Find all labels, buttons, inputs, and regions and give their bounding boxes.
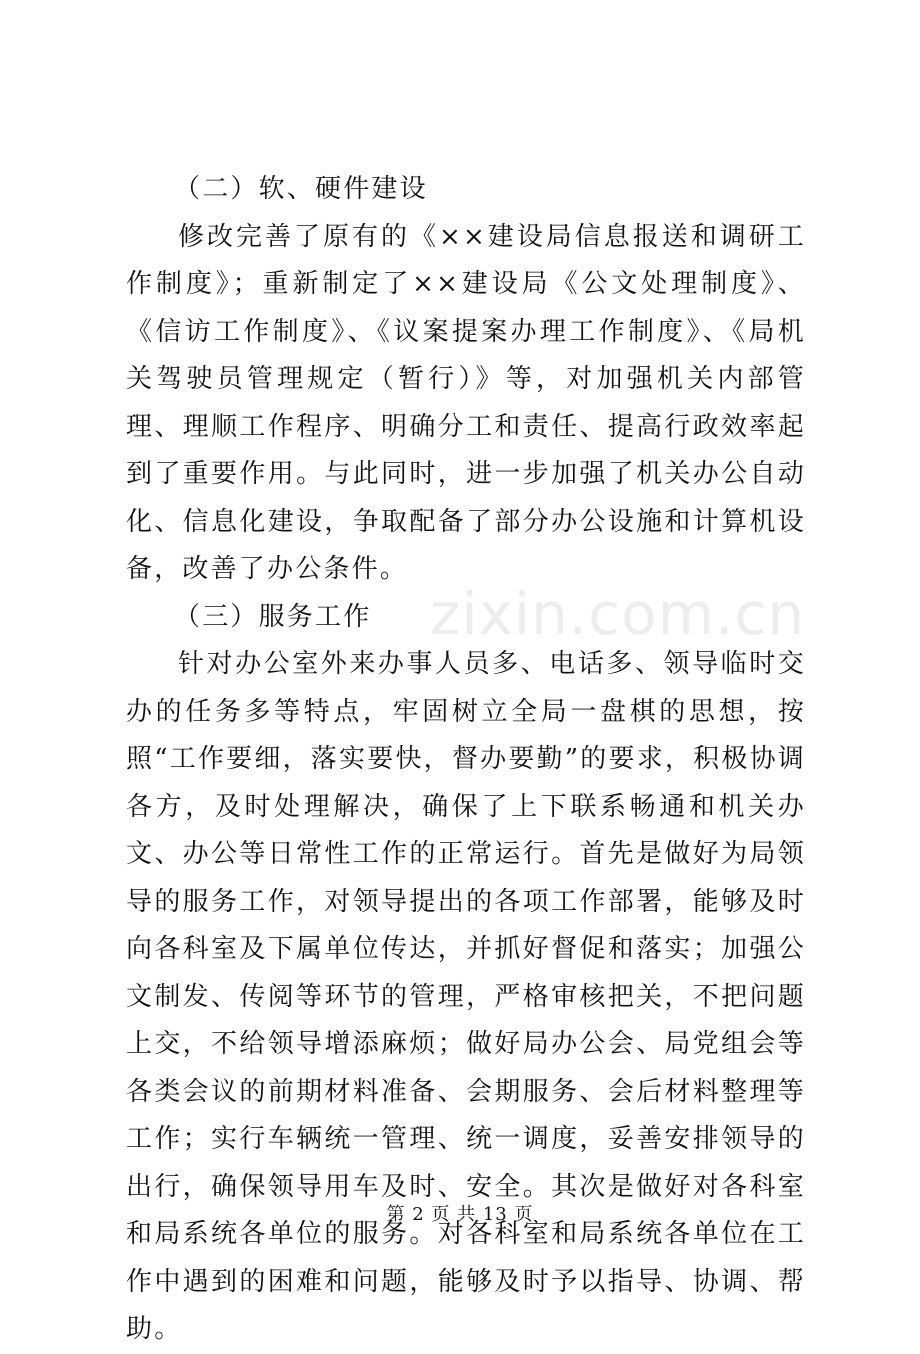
section-paragraph-service: 针对办公室外来办事人员多、电话多、领导临时交办的任务多等特点，牢固树立全局一盘棋的思想，按照“工作要细，落实要快，督办要勤”的要求，积极协调各方，及时处理解决，确保了上下联系畅通和机关办文、办公等日常性工作的正常运行。首先是做好为局领导的服务工作，对领导提出的各项工作部署，能够及时向各科室及下属单位传达，并抓好督促和落实；加强公文制发、传阅等环节的管理，严格审核把关，不把问题上交，不给领导增添麻烦；做好局办公会、局党组会等各类会议的前期材料准备、会期服务、会后材料整理等工作；实行车辆统一管理、统一调度，妥善安排领导的出行，确保领导用车及时、安全。其次是做好对各科室和局系统各单位的服务。对各科室和局系统各单位在工作中遇到的困难和问题，能够及时予以指导、协调、帮助。 [126, 649, 806, 1344]
section-heading-hardware: （二）软、硬件建设 [174, 174, 428, 204]
section-paragraph-hardware: 修改完善了原有的《××建设局信息报送和调研工作制度》；重新制定了××建设局《公文处理制度》、《信访工作制度》、《议案提案办理工作制度》、《局机关驾驶员管理规定（暂行）》等，对加强机关内部管理、理顺工作程序、明确分工和责任、提高行政效率起到了重要作用。与此同时，进一步加强了机关办公自动化、信息化建设，争取配备了部分办公设施和计算机设备，改善了办公条件。 [126, 221, 806, 584]
section-heading-service: （三）服务工作 [174, 601, 372, 632]
page-footer: 第 2 页 共 13 页 [386, 1204, 534, 1225]
watermark: zixin.com.cn [430, 580, 806, 648]
document-body [126, 166, 806, 1354]
